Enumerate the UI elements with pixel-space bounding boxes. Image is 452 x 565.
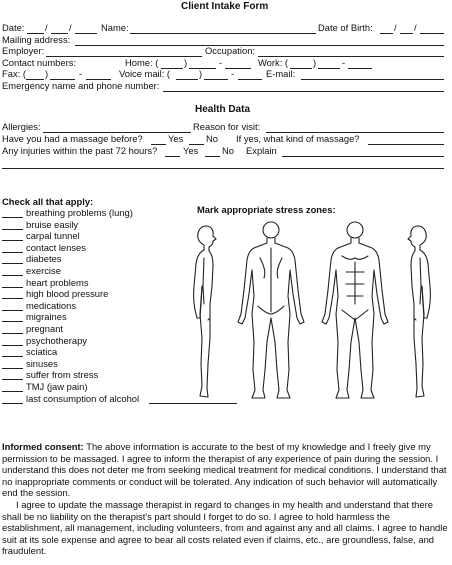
checklist-item-label: high blood pressure [26, 288, 109, 300]
checkbox-line[interactable] [2, 403, 23, 404]
injuries-yes-checkbox[interactable] [165, 156, 180, 157]
body-back-icon[interactable] [238, 222, 304, 398]
injuries-yes-label: Yes [183, 145, 199, 156]
consent-text-1: The above information is accurate to the best of my knowledge and I freely give my permission to be massaged. I agree to inform the therapist of any experience of pain during the session. I understand this does not deter me from seeking medical treatment for medical conditions. I understand that no inappropriate comments or conduct will be tolerated. Any indication of such behavior will automatically end the session. [2, 441, 447, 499]
work-number-field[interactable] [348, 68, 372, 69]
massage-before-yes-label: Yes [168, 133, 184, 144]
checklist-item-label: bruise easily [26, 218, 79, 230]
dob-day-field[interactable] [400, 33, 413, 34]
home-number-field[interactable] [225, 68, 251, 69]
name-label: Name: [101, 22, 129, 33]
checklist-item-label: suffer from stress [26, 369, 99, 381]
work-dash: - [342, 57, 346, 68]
name-field[interactable] [130, 33, 316, 34]
checkbox-line[interactable] [2, 345, 23, 346]
fax-dash: - [79, 68, 83, 79]
checkbox-line[interactable] [2, 391, 23, 392]
contact-numbers-label: Contact numbers: [2, 57, 76, 68]
consent-paragraph-1 [2, 441, 448, 499]
body-side-right-icon[interactable] [408, 226, 430, 397]
email-field[interactable] [301, 79, 444, 80]
date-separator: / [45, 22, 48, 33]
work-prefix-field[interactable] [318, 68, 340, 69]
checklist-item-label: contact lenses [26, 241, 86, 253]
massage-kind-question: If yes, what kind of massage? [236, 133, 360, 144]
checkbox-line[interactable] [2, 240, 23, 241]
checklist-item-label: heart problems [26, 276, 89, 288]
email-label: E-mail: [266, 68, 296, 79]
checklist-item-label: exercise [26, 265, 61, 276]
reason-for-visit-label: Reason for visit: [193, 121, 261, 132]
voicemail-area-code-field[interactable] [176, 79, 198, 80]
dob-separator: / [414, 22, 417, 33]
checkbox-line[interactable] [2, 229, 23, 230]
work-paren-close: ) [313, 57, 317, 68]
voicemail-number-field[interactable] [238, 79, 262, 80]
checklist-item-label: carpal tunnel [26, 230, 80, 242]
checklist-item-label: medications [26, 299, 77, 311]
form-title: Client Intake Form [181, 1, 269, 12]
checkbox-line[interactable] [2, 379, 23, 380]
date-year-field[interactable] [75, 33, 97, 34]
checklist-item-label: breathing problems (lung) [26, 207, 133, 218]
checkbox-line[interactable] [2, 333, 23, 334]
checkbox-line[interactable] [2, 310, 23, 311]
date-separator: / [69, 22, 72, 33]
injuries-no-label: No [222, 145, 234, 156]
checklist-item-label: TMJ (jaw pain) [26, 381, 88, 392]
checklist-item-label: psychotherapy [26, 334, 87, 346]
dob-year-field[interactable] [420, 33, 444, 34]
date-label: Date: [2, 22, 25, 33]
checkbox-line[interactable] [2, 298, 23, 299]
checklist-item-label: sciatica [26, 346, 58, 358]
body-side-left-icon[interactable] [194, 226, 216, 397]
checklist-item-label: last consumption of alcohol [26, 392, 140, 404]
explain-field[interactable] [282, 156, 444, 157]
checklist-title: Check all that apply: [2, 196, 94, 207]
checklist-item-label: pregnant [26, 323, 64, 334]
injuries-question: Any injuries within the past 72 hours? [2, 145, 158, 156]
dob-separator: / [394, 22, 397, 33]
checkbox-line[interactable] [2, 287, 23, 288]
checkbox-line[interactable] [2, 275, 23, 276]
checklist-item-label: migraines [26, 311, 67, 323]
mailing-address-label: Mailing address: [2, 34, 71, 45]
home-prefix-field[interactable] [189, 68, 216, 69]
fax-paren-close: ) [45, 68, 49, 79]
home-phone-label: Home: ( [125, 57, 159, 68]
massage-before-no-label: No [206, 133, 218, 144]
home-dash: - [219, 57, 223, 68]
dob-month-field[interactable] [380, 33, 393, 34]
fax-label: Fax: ( [2, 68, 26, 79]
employer-label: Employer: [2, 45, 45, 56]
checklist-item-label: diabetes [26, 253, 62, 265]
stress-zone-diagram[interactable] [180, 214, 450, 414]
mailing-address-field[interactable] [75, 45, 444, 46]
voicemail-label: Voice mail: ( [119, 68, 171, 79]
emergency-contact-field[interactable] [163, 91, 444, 92]
allergies-label: Allergies: [2, 121, 41, 132]
occupation-label: Occupation: [205, 45, 256, 56]
health-data-title: Health Data [195, 104, 251, 115]
voicemail-paren-close: ) [199, 68, 203, 79]
checkbox-line[interactable] [2, 321, 23, 322]
body-front-icon[interactable] [322, 222, 388, 398]
explain-extra-line[interactable] [2, 168, 444, 169]
explain-label: Explain [246, 145, 277, 156]
injuries-no-checkbox[interactable] [205, 156, 220, 157]
checkbox-line[interactable] [2, 217, 23, 218]
voicemail-dash: - [231, 68, 235, 79]
voicemail-prefix-field[interactable] [204, 79, 228, 80]
home-paren-close: ) [184, 57, 188, 68]
work-phone-label: Work: ( [258, 57, 289, 68]
checkbox-line[interactable] [2, 368, 23, 369]
dob-label: Date of Birth: [318, 22, 373, 33]
consent-paragraph-2: I agree to update the massage therapist in regard to changes in my health and understand that there shall be no liability on the therapist's part should I forget to do so. I agree to hold harmless the establishment, all management, including volunteers, from and against any and all claims. I agree to handle suit at its sole expense and agree to bear all costs related even if claims, etc., are groundless, false, and fraudulent. [2, 499, 448, 557]
emergency-contact-label: Emergency name and phone number: [2, 80, 160, 91]
checkbox-line[interactable] [2, 263, 23, 264]
massage-kind-field[interactable] [368, 144, 444, 145]
stress-zones-title: Mark appropriate stress zones: [197, 204, 336, 215]
checkbox-line[interactable] [2, 252, 23, 253]
consent-heading: Informed consent: [2, 441, 84, 452]
checklist-item-label: sinuses [26, 357, 58, 369]
checkbox-line[interactable] [2, 356, 23, 357]
massage-before-question: Have you had a massage before? [2, 133, 143, 144]
